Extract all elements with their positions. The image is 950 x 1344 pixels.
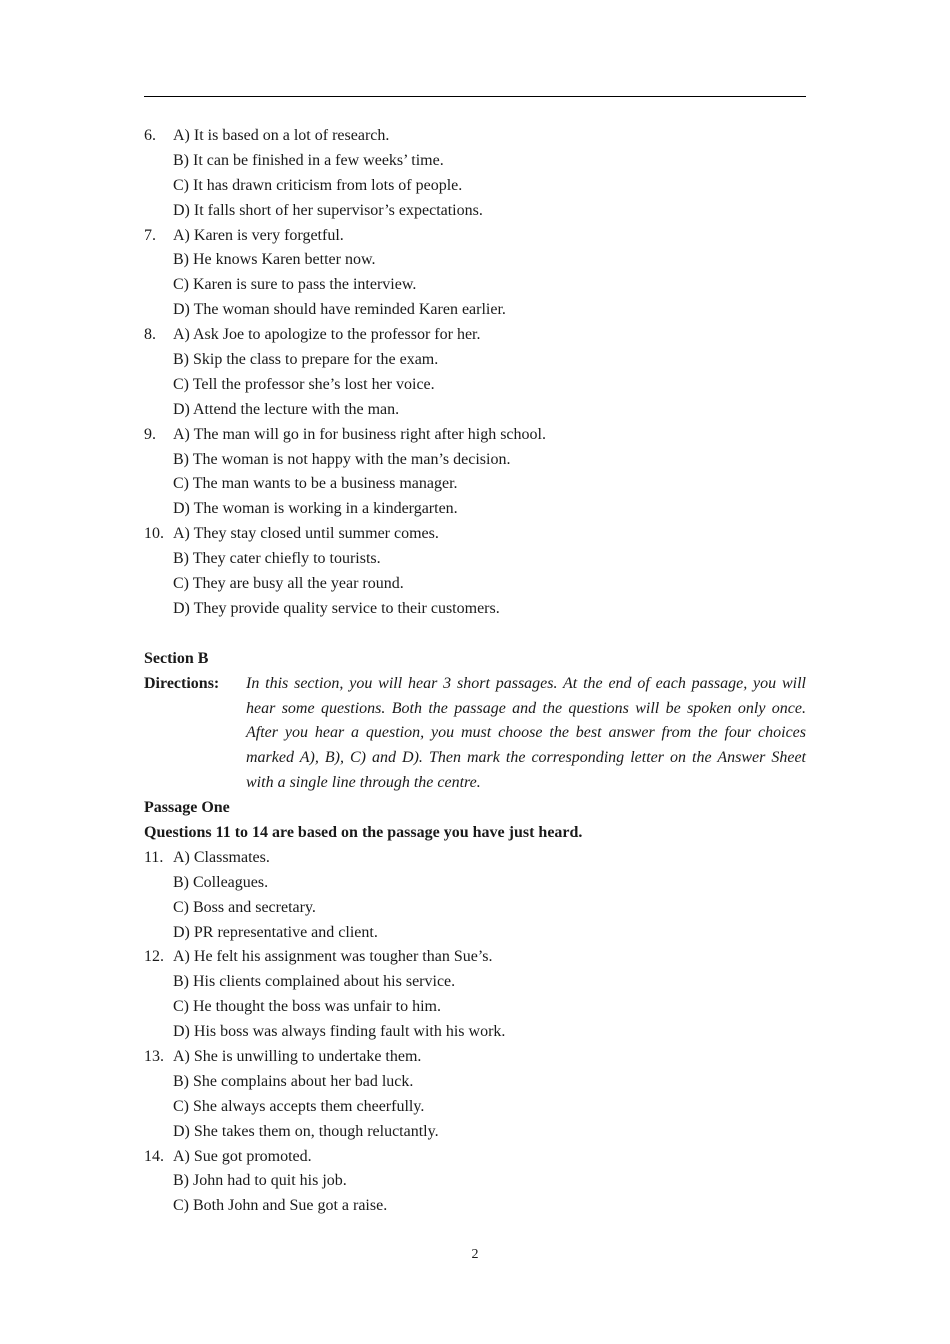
option-line [144,448,806,473]
page-number: 2 [471,1247,479,1262]
option-line [144,846,806,871]
answer-option: B) She complains about her bad luck. [173,1072,414,1090]
option-line [144,348,806,373]
option-line [144,1020,806,1045]
answer-option: A) They stay closed until summer comes. [173,525,439,543]
question-number: 10. [144,525,164,543]
option-line [144,373,806,398]
question-number: 6. [144,127,156,144]
answer-option: C) They are busy all the year round. [173,575,404,593]
directions-block [144,672,806,797]
answer-option: B) His clients complained about his service. [173,973,456,991]
answer-option: C) The man wants to be a business manager. [173,475,458,493]
answer-option: D) PR representative and client. [173,923,378,941]
option-line [144,945,806,970]
answer-option: C) Both John and Sue got a raise. [173,1197,388,1215]
option-line [144,1095,806,1120]
answer-option: C) Boss and secretary. [173,898,316,916]
answer-option: D) His boss was always finding fault with his work. [173,1023,506,1041]
option-line [144,149,806,174]
answer-option: D) She takes them on, though reluctantly. [173,1122,439,1140]
option-line [144,970,806,995]
answer-option: B) Colleagues. [173,873,269,891]
answer-option: D) It falls short of her supervisor’s expectations. [173,201,483,219]
answer-option: B) The woman is not happy with the man’s decision. [173,450,511,468]
question-number: 12. [144,948,164,966]
option-line [144,497,806,522]
option-line [144,398,806,423]
option-line [144,995,806,1020]
option-line [144,1194,806,1219]
answer-option: A) Ask Joe to apologize to the professor for her. [173,326,481,344]
option-line [144,273,806,298]
question-number: 14. [144,1147,164,1165]
question-number: 8. [144,326,156,344]
question-list-part2 [144,846,806,1219]
option-line [144,921,806,946]
section-gap [144,622,806,647]
option-line [144,224,806,249]
option-line [144,1120,806,1145]
answer-option: C) It has drawn criticism from lots of people. [173,176,463,194]
page-content [144,124,806,1219]
option-line [144,472,806,497]
answer-option: D) Attend the lecture with the man. [173,400,400,418]
answer-option: B) He knows Karen better now. [173,251,376,269]
option-line [144,174,806,199]
option-line [144,547,806,572]
option-line [144,522,806,547]
option-line [144,572,806,597]
passage-instruction: Questions 11 to 14 are based on the passage you have just heard. [144,824,583,842]
option-line [144,423,806,448]
option-line [144,597,806,622]
option-line [144,1070,806,1095]
question-number: 9. [144,425,156,443]
answer-option: A) The man will go in for business right after high school. [173,425,546,443]
answer-option: D) They provide quality service to their customers. [173,599,500,617]
question-number: 11. [144,848,164,866]
answer-option: C) Karen is sure to pass the interview. [173,276,417,294]
option-line [144,896,806,921]
question-list-part1 [144,124,806,622]
option-line [144,248,806,273]
answer-option: A) She is unwilling to undertake them. [173,1048,422,1066]
option-line [144,199,806,224]
directions-label: Directions: [144,674,220,692]
answer-option: A) It is based on a lot of research. [173,127,390,144]
answer-option: C) He thought the boss was unfair to him. [173,998,441,1016]
option-line [144,124,806,149]
answer-option: A) Karen is very forgetful. [173,226,344,244]
option-line [144,1045,806,1070]
answer-option: D) The woman is working in a kindergarten. [173,500,458,518]
directions-text: In this section, you will hear 3 short passages. At the end of each passage, you will hear some questions. Both the passage and the questions will be spoken only once. After you hear a question, you must choose the best answer from the four choices marked A), B), C) and D). Then mark the corresponding letter on the Answer Sheet with a single line through the centre. [246,674,806,792]
answer-option: B) Skip the class to prepare for the exam. [173,351,439,369]
section-title: Section B [144,649,209,667]
answer-option: B) They cater chiefly to tourists. [173,550,381,568]
option-line [144,1145,806,1170]
answer-option: D) The woman should have reminded Karen earlier. [173,301,506,319]
passage-title: Passage One [144,799,230,817]
answer-option: B) It can be finished in a few weeks’ time. [173,151,444,169]
answer-option: A) Classmates. [173,848,270,866]
option-line [144,323,806,348]
answer-option: A) Sue got promoted. [173,1147,312,1165]
option-line [144,871,806,896]
answer-option: A) He felt his assignment was tougher than Sue’s. [173,948,493,966]
answer-option: C) She always accepts them cheerfully. [173,1097,425,1115]
answer-option: C) Tell the professor she’s lost her voice. [173,375,435,393]
header-rule [144,96,806,97]
question-number: 7. [144,226,156,244]
question-number: 13. [144,1048,164,1066]
answer-option: B) John had to quit his job. [173,1172,347,1190]
option-line [144,298,806,323]
option-line [144,1169,806,1194]
